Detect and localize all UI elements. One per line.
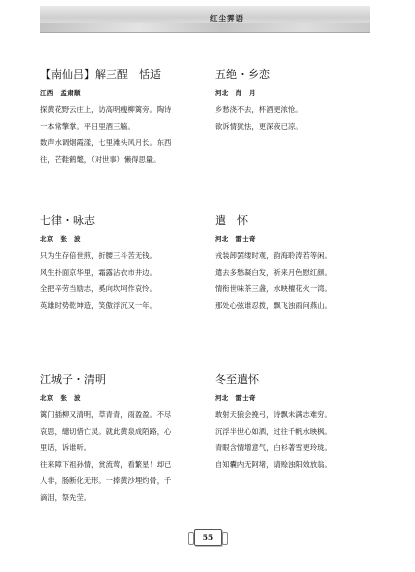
poem-block [215, 66, 303, 135]
poem-line: 往来障下祖孙情，赏流莺，看繁星！却已 [40, 459, 172, 469]
poem-title: 江城子・清明 [40, 373, 106, 386]
poem-line: 滴泪，祭先茔。 [40, 492, 92, 502]
poem-line: 自知囊内无阿堵，请赊浊阳效放翁。 [215, 459, 332, 469]
poem-line: 遣去多愁凝白发，祈来月色慰红颜。 [215, 267, 332, 277]
poem-line: 人非，肠断化无形。一捧黄沙埋灼骨，千 [40, 476, 172, 486]
poem-line: 只为生存倍世煎，折腰三斗苦无钱。 [40, 251, 157, 260]
poem-block [215, 212, 332, 314]
poem-title: 冬至遣怀 [215, 373, 259, 386]
poem-line: 一本常擎掌。平日里酒三觞。 [40, 121, 135, 131]
poem-block [215, 371, 332, 473]
header-title: 红尘霁语 [210, 14, 244, 23]
page-number: 55 [194, 529, 222, 546]
poem-title: 【南仙吕】解三酲 恬适 [40, 68, 161, 81]
poem-line: 往，芒鞋鹤氅，（对世事）懒得思量。 [40, 154, 161, 164]
poem-line: 情衔世味茶三盏，水映檀花火一湾。 [215, 284, 332, 294]
poem-line: 探黄花野云庄上，访高明瘦柳篱旁。陶诗 [40, 105, 172, 114]
poem-author: 江西 孟肃顺 [40, 89, 81, 97]
poem-line: 英雄时势乾坤造，笑傲浮沉又一年。 [40, 300, 157, 310]
poem-line: 风生扑面京华里，霜露沾衣市井边。 [40, 267, 157, 277]
poem-title: 五绝・乡恋 [215, 68, 270, 81]
poem-line: 欲诉情犹怯，更深夜已凉。 [215, 121, 303, 131]
poem-block [40, 212, 157, 314]
poem-line: 里话，诉谁听。 [40, 443, 92, 453]
poem-line: 乡愁浇不去，杯酒更浓怆。 [215, 105, 303, 114]
poem-author: 河北 雷士奇 [215, 235, 256, 243]
poem-title: 遣 怀 [215, 214, 248, 227]
poem-block [40, 371, 171, 507]
poem-line: 沉浮半世心如洒，过往千帆水映枫。 [215, 426, 332, 436]
poem-block [40, 66, 171, 168]
poem-line: 戎装卸罢缕时观，韵海聆涛若等闲。 [215, 251, 332, 260]
poem-author: 北京 张 波 [40, 235, 81, 243]
poem-line: 敢射天狼会挽弓，诗飘未满志难穷。 [215, 410, 332, 419]
poem-author: 河北 肖 月 [215, 89, 256, 97]
poem-line: 哀思，缱切惜亡灵。就此黄泉成陌路，心 [40, 426, 172, 436]
header-banner [40, 6, 370, 33]
poem-line: 青眼含情增意气，白衫著雪更玲珑。 [215, 443, 332, 453]
poem-author: 北京 张 波 [40, 394, 81, 402]
poem-line: 全把辛劳当励志，奚向坎坷作哀怜。 [40, 284, 157, 294]
poem-line: 数声水调烟霞漾，七里滩头风月长。东西 [40, 138, 172, 148]
poem-author: 河北 雷士奇 [215, 394, 256, 402]
poem-line: 那处心弦谁忍拨，飘飞浊雨问燕山。 [215, 300, 332, 310]
poem-line: 篱门插柳又清明，草青青，雨盈盈。不尽 [40, 410, 172, 419]
poem-title: 七律・咏志 [40, 214, 95, 227]
